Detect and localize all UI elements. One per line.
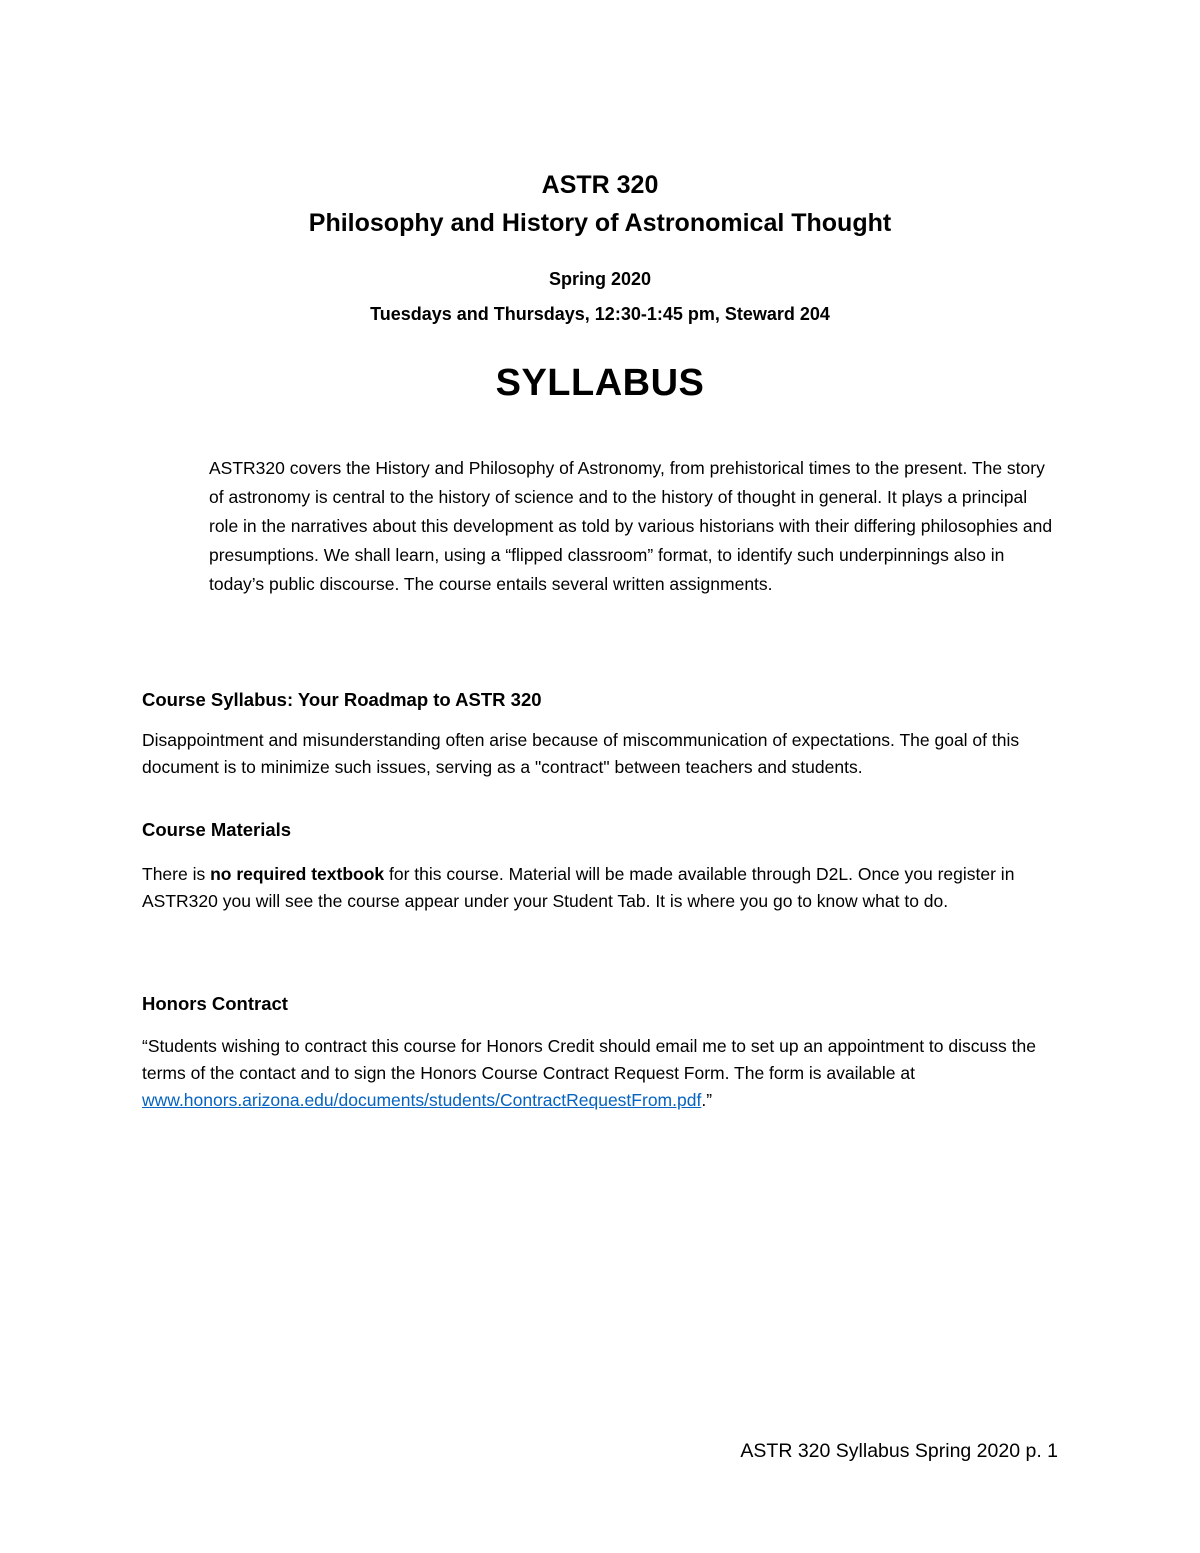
materials-emphasis: no required textbook <box>210 864 385 884</box>
section-body-honors <box>142 1033 1067 1114</box>
section-heading-honors: Honors Contract <box>142 993 288 1014</box>
honors-text-prefix: “Students wishing to contract this course for Honors Credit should email me to set up an appointment to discuss the terms of the contact and to sign the Honors Course Contract Request Form. The form is available at <box>142 1036 1036 1083</box>
page-footer: ASTR 320 Syllabus Spring 2020 p. 1 <box>740 1440 1058 1462</box>
section-body-roadmap: Disappointment and misunderstanding often arise because of miscommunication of expectations. The goal of this document is to minimize such issues, serving as a "contract" between teachers and students. <box>142 730 1020 777</box>
section-body-materials <box>142 861 1067 915</box>
materials-text-prefix: There is <box>142 864 211 884</box>
course-schedule: Tuesdays and Thursdays, 12:30-1:45 pm, Steward 204 <box>370 304 830 324</box>
document-heading: SYLLABUS <box>495 362 705 404</box>
section-heading-roadmap: Course Syllabus: Your Roadmap to ASTR 320 <box>142 689 542 710</box>
honors-contract-form-link[interactable]: www.honors.arizona.edu/documents/students/ContractRequestFrom.pdf <box>142 1090 702 1110</box>
course-term: Spring 2020 <box>548 269 652 289</box>
course-code: ASTR 320 <box>541 171 659 199</box>
materials-text-suffix: for this course. Material will be made available through D2L. Once you register in ASTR320 you will see the course appear under your Student Tab. It is where you go to know what to do. <box>142 864 1015 911</box>
section-heading-materials: Course Materials <box>142 819 292 840</box>
honors-text-suffix: .” <box>701 1090 713 1110</box>
course-title: Philosophy and History of Astronomical Thought <box>308 209 892 237</box>
course-description: ASTR320 covers the History and Philosophy of Astronomy, from prehistorical times to the present. The story of astronomy is central to the history of science and to the history of thought in general. It plays a principal role in the narratives about this development as told by various historians with their differing philosophies and presumptions. We shall learn, using a “flipped classroom” format, to identify such underpinnings also in today’s public discourse. The course entails several written assignments. <box>209 458 1053 594</box>
